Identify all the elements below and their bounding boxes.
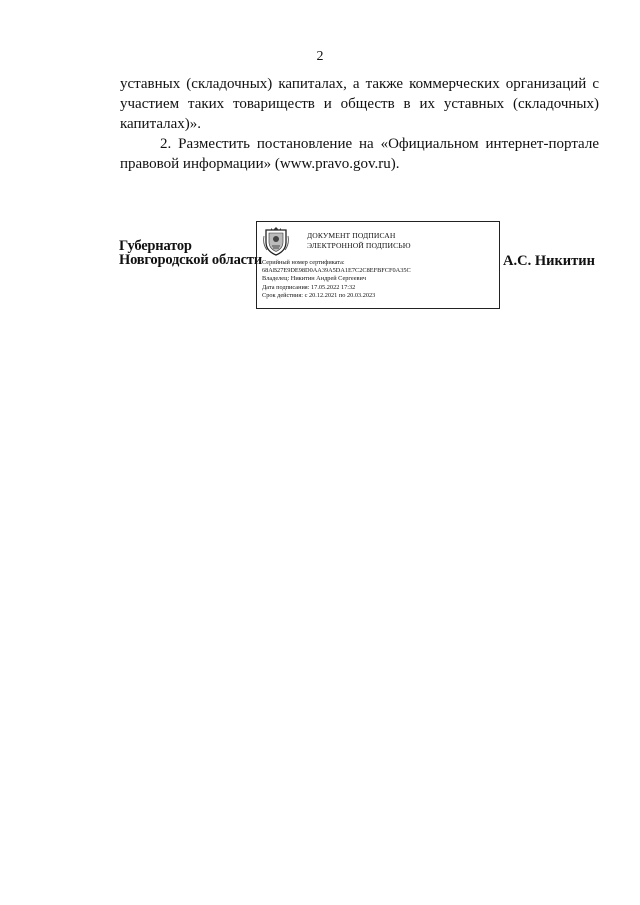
stamp-header-line-1: ДОКУМЕНТ ПОДПИСАН — [307, 231, 396, 240]
signer-title-line-2: Новгородской области — [119, 252, 262, 268]
stamp-serial-label: Серийный номер сертификата: — [262, 259, 345, 266]
stamp-owner: Владелец: Никитин Андрей Сергеевич — [262, 275, 367, 283]
paragraph-1-line-1: уставных (складочных) капиталах, а также коммерческих организаций с — [120, 76, 599, 92]
signer-title-line-1: Губернатор — [119, 238, 192, 254]
electronic-signature-stamp — [256, 221, 500, 309]
paragraph-1-line-3: капиталах)». — [120, 116, 201, 132]
stamp-signed-date: Дата подписания: 17.05.2022 17:32 — [262, 283, 356, 291]
stamp-details — [262, 259, 411, 300]
coat-of-arms-icon — [263, 226, 289, 256]
stamp-header — [307, 231, 411, 251]
signer-title — [119, 239, 262, 267]
document-body — [120, 74, 599, 174]
paragraph-2-line-1: 2. Разместить постановление на «Официальном интернет-портале — [160, 136, 599, 152]
paragraph-2 — [120, 134, 599, 174]
paragraph-1-line-2: участием таких товариществ и обществ в их уставных (складочных) — [120, 96, 599, 112]
paragraph-1 — [120, 74, 599, 134]
paragraph-2-line-2: правовой информации» (www.pravo.gov.ru). — [120, 156, 400, 172]
page-number: 2 — [316, 49, 324, 64]
stamp-validity: Срок действия: с 20.12.2021 по 20.03.2023 — [262, 291, 376, 299]
stamp-header-line-2: ЭЛЕКТРОННОЙ ПОДПИСЬЮ — [307, 241, 411, 250]
stamp-serial-number: 68AB27E9DE98D0AA39A5DA1E7C2C8EFBFCF0A35C — [262, 267, 411, 275]
signer-name: А.С. Никитин — [503, 253, 595, 269]
